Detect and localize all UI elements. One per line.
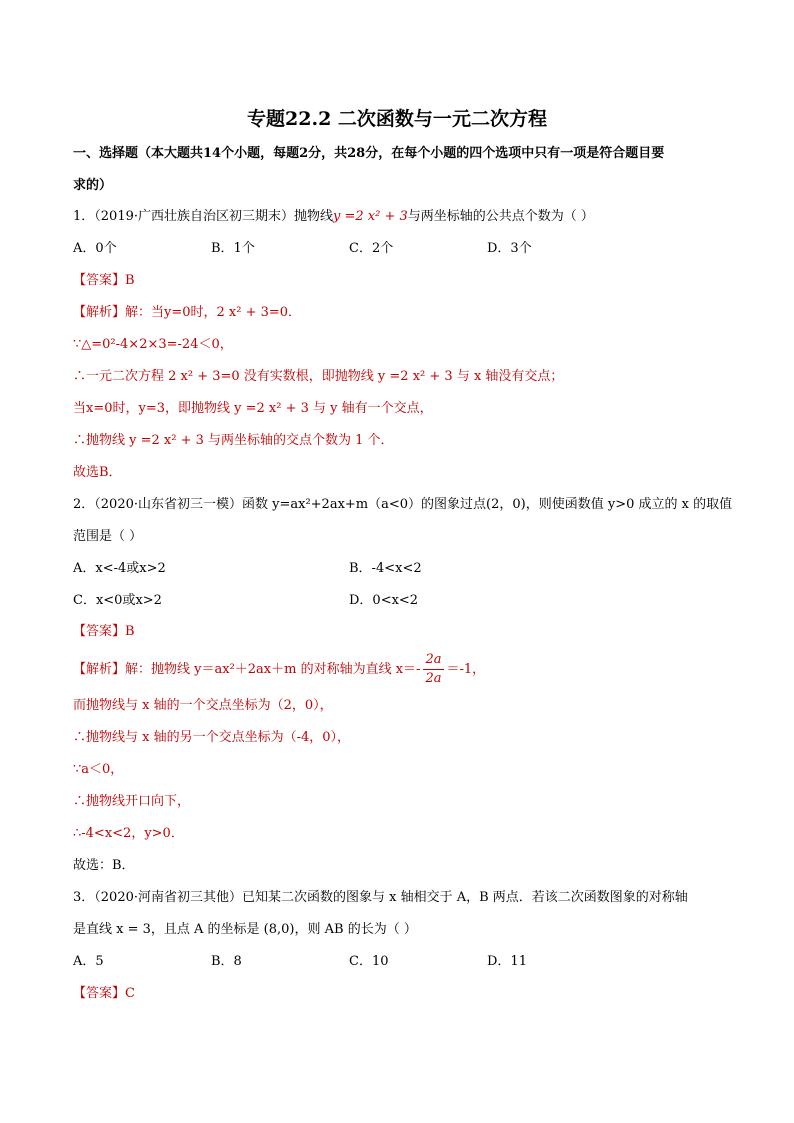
q1-suffix: 与两坐标轴的公共点个数为（ ） [407,209,594,224]
q2-option-c: C．x<0或x>2 [73,593,162,608]
q1-formula: y =2 x² + 3 [333,209,408,224]
q3-option-d: D．11 [487,954,527,969]
q1-analysis-line-4: 当x=0时，y=3，即抛物线 y =2 x² + 3 与 y 轴有一个交点， [73,401,433,416]
section-heading-line1: 一、选择题（本大题共14个小题，每题2分，共28分，在每个小题的四个选项中只有一项是符合题目要 [73,146,665,161]
q1-analysis-label: 【解析】 [73,305,126,320]
q2-fraction [423,651,443,688]
q3-option-c: C．10 [349,954,389,969]
q3-answer-value: C [125,986,135,1001]
q3-answer [73,985,135,1003]
q1-option-a: A．0个 [73,241,117,256]
q2-analysis-line-6: ∴-4<x<2，y>0． [73,826,184,841]
q2-answer-label: 【答案】 [73,624,126,639]
q2-fraction-numerator: 2a [423,651,443,670]
q1-option-d: D．3个 [487,241,532,256]
section-heading-line2: 求的） [73,178,113,193]
q2-option-d: D．0<x<2 [349,593,419,608]
q1-analysis-line-1: 【解析】解：当y=0时，2 x² + 3=0． [73,305,302,320]
q1-stem [73,208,594,226]
q2-stem-line2: 范围是（ ） [73,529,143,544]
q2-analysis-line-2: 而抛物线与 x 轴的一个交点坐标为（2，0）， [73,698,333,713]
q2-option-a: A．x<-4或x>2 [73,561,166,576]
q1-analysis-line-3: ∴一元二次方程 2 x² + 3=0 没有实数根，即抛物线 y =2 x² + 3 与 x 轴没有交点； [73,369,564,384]
q1-analysis-line-5: ∴抛物线 y =2 x² + 3 与两坐标轴的交点个数为 1 个． [73,433,394,448]
q3-option-b: B．8 [211,954,242,969]
q2-analysis-line-1: 【解析】解：抛物线 y＝ax²＋2ax＋m 的对称轴为直线 x＝- $\frac{2a}{2a}$ ＝-1， [73,652,486,686]
q2-analysis-line-5: ∴抛物线开口向下， [73,794,191,809]
q3-stem-line1: 3．（2020·河南省初三其他）已知某二次函数的图象与 x 轴相交于 A，B 两点．若该二次函数图象的对称轴 [73,890,688,905]
q1-analysis-line-6: 故选B． [73,465,122,480]
q2-analysis-line-3: ∴抛物线与 x 轴的另一个交点坐标为（-4，0）， [73,730,351,745]
q1-answer-value: B [125,273,135,288]
page-title: 专题22.2 二次函数与一元二次方程 [247,108,547,130]
q1-prefix: 1．（2019·广西壮族自治区初三期末）抛物线 [73,209,333,224]
q2-analysis-label: 【解析】 [73,662,126,677]
q2-analysis-line-7: 故选：B． [73,858,135,873]
q2-answer-value: B [125,624,135,639]
q2-option-b: B．-4<x<2 [349,561,422,576]
q1-option-b: B．1个 [211,241,255,256]
q1-answer-label: 【答案】 [73,273,126,288]
q3-option-a: A．5 [73,954,104,969]
q2-analysis-line-4: ∵a＜0， [73,762,124,777]
q1-answer [73,272,135,290]
q2-answer [73,623,135,641]
q3-answer-label: 【答案】 [73,986,126,1001]
q2-stem-line1: 2．（2020·山东省初三一模）函数 y=ax²+2ax+m（a<0）的图象过点(2，0)，则使函数值 y>0 成立的 x 的取值 [73,497,733,512]
q1-analysis-line-2: ∵△=0²-4×2×3=-24＜0， [73,337,233,352]
q1-option-c: C．2个 [349,241,394,256]
q3-stem-line2: 是直线 x = 3，且点 A 的坐标是 (8,0)，则 AB 的长为（ ） [73,922,417,937]
q2-fraction-denominator: 2a [425,671,442,686]
